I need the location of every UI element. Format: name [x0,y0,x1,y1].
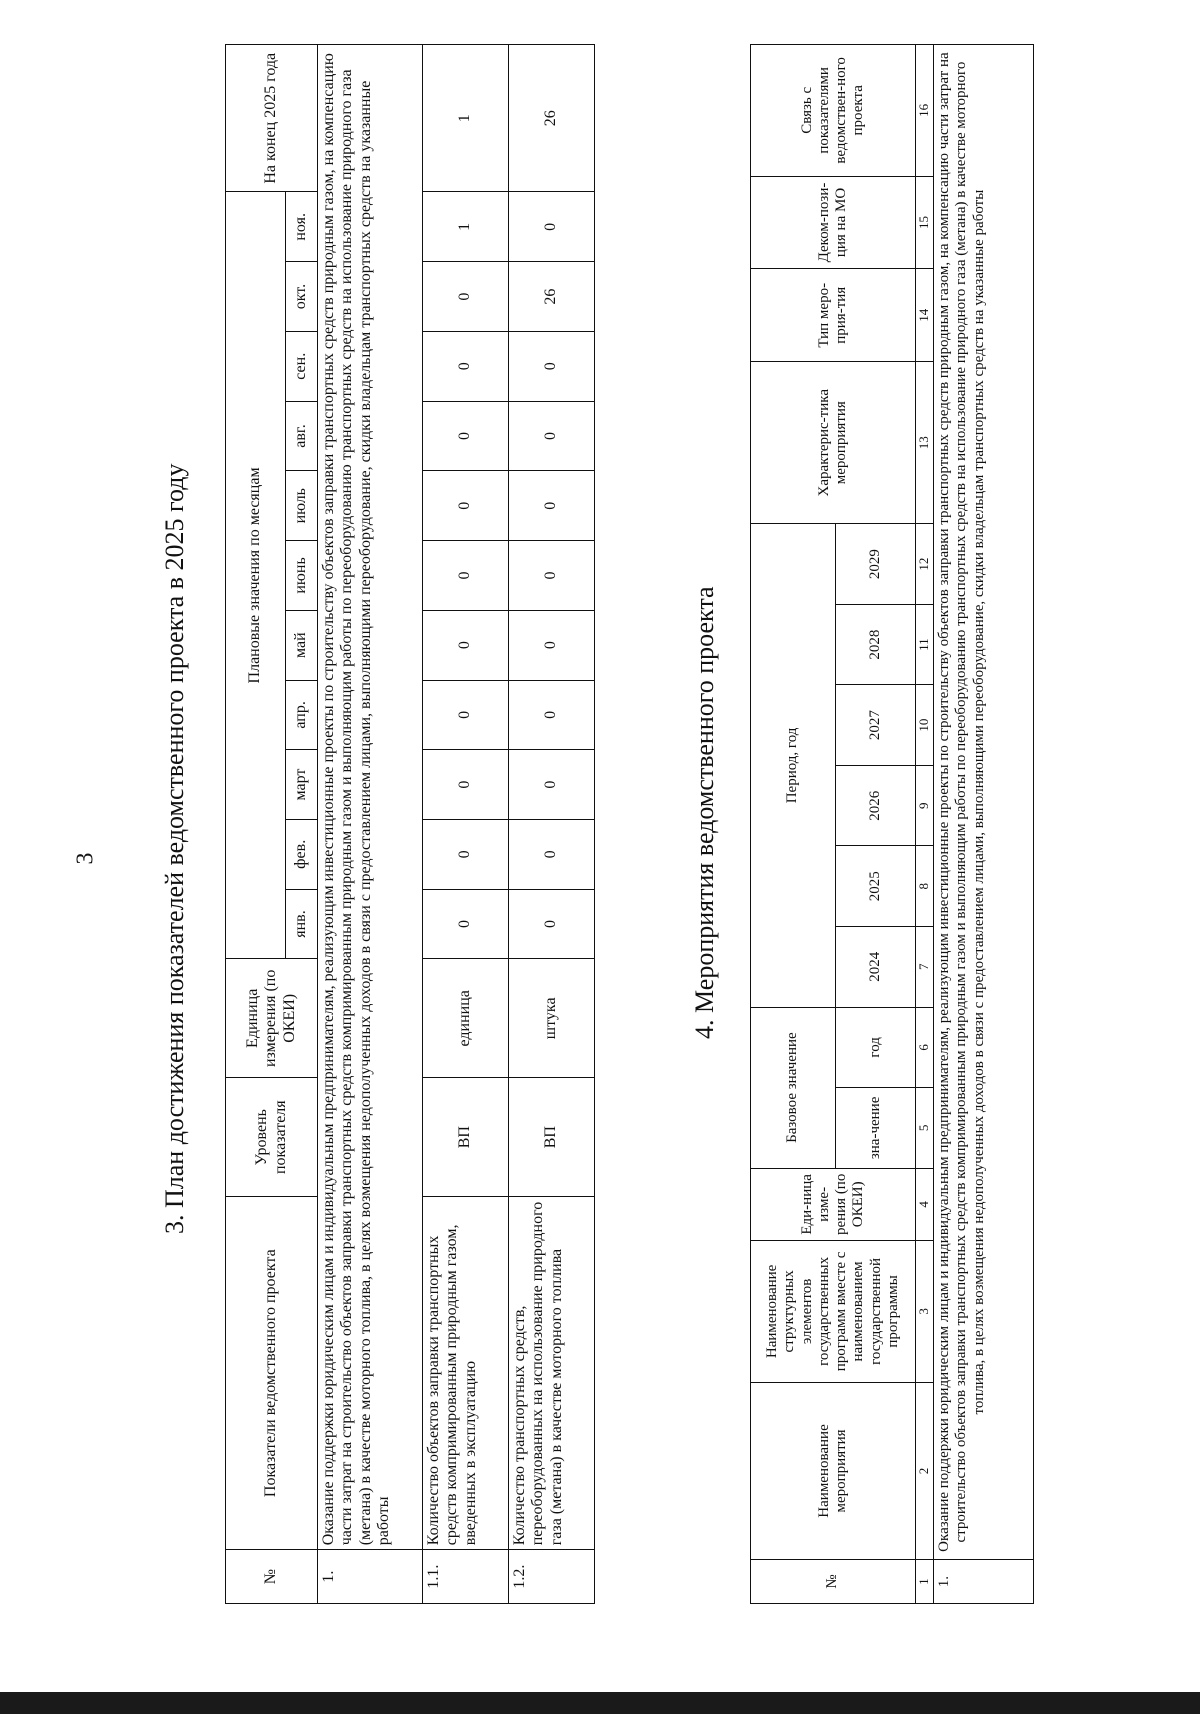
month-may: май [286,610,318,680]
s4-header-decomp: Деком-пози-ция на МО [751,176,916,269]
task-row-text: Оказание поддержки юридическим лицам и индивидуальным предпринимателям, реализующим инвестиционные проекты по строительству объектов заправки транспортных средств природным газом, на компенсацию части затрат на строительство объектов заправки транспортных средств компримированным природным газом и выполняющим работы по переоборудованию транспортных средств на использование природного газа (метана) в качестве моторного топлива, в целях возмещения недополученных доходов в связи с предоставлением лицами, выполняющими переоборудование, скидки владельцам транспортных средств на указанные работы [318,45,423,1550]
row-1-2-value: 0 [509,750,595,820]
row-1-2-end-year: 26 [509,45,595,192]
s4-year-2026: 2026 [836,765,916,846]
row-1-2-level: ВП [509,1078,595,1197]
month-feb: фев. [286,819,318,889]
col-number: 3 [916,1241,934,1383]
s4-year-2028: 2028 [836,604,916,685]
row-1-2-value: 0 [509,192,595,262]
col-number: 1 [916,1560,934,1604]
month-apr: апр. [286,680,318,750]
row-1-2-value: 0 [509,541,595,611]
scan-edge [0,1692,1200,1714]
row-1-2-value: 0 [509,471,595,541]
task-row-num: 1. [318,1550,423,1604]
row-1-1-value: 0 [423,680,509,750]
row-1-2-indicator: Количество транспортных средств, переоборудованных на использование природного газа (метана) в качестве моторного топлива [509,1197,595,1550]
row-1-1-value: 0 [423,262,509,332]
col-number: 4 [916,1168,934,1240]
s4-header-struct: Наименование структурных элементов государственных программ вместе с наименованием государственной программы [751,1241,916,1383]
s4-header-base-value: зна-чение [836,1088,916,1169]
col-number: 10 [916,685,934,766]
col-number: 12 [916,524,934,605]
month-mar: март [286,750,318,820]
header-level: Уровень показателя [226,1078,318,1197]
month-oct: окт. [286,262,318,332]
row-1-1-level: ВП [423,1078,509,1197]
row-1-1-value: 0 [423,889,509,959]
header-end-year: На конец 2025 года [226,45,318,192]
row-1-1-value: 0 [423,819,509,889]
row-1-1-end-year: 1 [423,45,509,192]
s4-header-num: № [751,1560,916,1604]
row-1-1-indicator: Количество объектов заправки транспортных средств компримированным природным газом, введенных в эксплуатацию [423,1197,509,1550]
s4-header-characteristic: Характерис-тика мероприятия [751,362,916,524]
col-number: 15 [916,176,934,269]
row-1-1-value: 0 [423,541,509,611]
s4-header-type: Тип меро-прия-тия [751,269,916,362]
header-monthly: Плановые значения по месяцам [226,192,286,959]
s4-year-2024: 2024 [836,927,916,1008]
col-number: 8 [916,846,934,927]
row-1-1-value: 0 [423,610,509,680]
header-unit: Единица измерения (по ОКЕИ) [226,959,318,1078]
row-1-2-num: 1.2. [509,1550,595,1604]
section3-table [225,44,595,1604]
col-number: 16 [916,45,934,177]
month-jul: июль [286,471,318,541]
row-1-2-value: 0 [509,819,595,889]
row-1-1-value: 0 [423,471,509,541]
month-jun: июнь [286,541,318,611]
s4-header-link: Связь с показателями ведомствен-ного проекта [751,45,916,177]
s4-header-base-year: год [836,1007,916,1088]
section3-title: 3. План достижения показателей ведомственного проекта в 2025 году [160,463,189,1234]
col-number: 7 [916,927,934,1008]
row-1-2-value: 0 [509,331,595,401]
s4-task-text: Оказание поддержки юридическим лицам и индивидуальным предпринимателям, реализующим инвестиционные проекты по строительству объектов заправки транспортных средств природным газом, на компенсацию части затрат на строительство объектов заправки транспортных средств компримированным природным газом и выполняющим работы по переоборудованию транспортных средств на использование природного газа (метана) в качестве моторного топлива, в целях возмещения недополученных доходов в связи с предоставлением лицами, выполняющими переоборудование, скидки владельцам транспортных средств на указанные работы [934,45,1034,1560]
s4-task-num: 1. [934,1560,1034,1604]
row-1-2-unit: штука [509,959,595,1078]
header-indicator: Показатели ведомственного проекта [226,1197,318,1550]
row-1-2-value: 0 [509,610,595,680]
page-number: 3 [72,852,99,865]
s4-year-2025: 2025 [836,846,916,927]
row-1-2-value: 0 [509,889,595,959]
section4-title: 4. Мероприятия ведомственного проекта [690,586,719,1039]
row-1-1-num: 1.1. [423,1550,509,1604]
s4-header-name: Наименование мероприятия [751,1382,916,1559]
s4-year-2027: 2027 [836,685,916,766]
row-1-1-value: 0 [423,331,509,401]
s4-year-2029: 2029 [836,524,916,605]
row-1-2-value: 26 [509,262,595,332]
s4-header-period: Период, год [751,524,836,1007]
row-1-2-value: 0 [509,680,595,750]
section4-table [750,44,1034,1604]
col-number: 14 [916,269,934,362]
row-1-1-value: 0 [423,750,509,820]
row-1-2-value: 0 [509,401,595,471]
month-jan: янв. [286,889,318,959]
col-number: 9 [916,765,934,846]
month-aug: авг. [286,401,318,471]
col-number: 11 [916,604,934,685]
col-number: 2 [916,1382,934,1559]
row-1-1-unit: единица [423,959,509,1078]
s4-header-base: Базовое значение [751,1007,836,1168]
header-num: № [226,1550,318,1604]
col-number: 13 [916,362,934,524]
col-number: 5 [916,1088,934,1169]
row-1-1-value: 0 [423,401,509,471]
s4-header-unit: Еди-ница изме-рения (по ОКЕИ) [751,1168,916,1240]
month-sep: сен. [286,331,318,401]
col-number: 6 [916,1007,934,1088]
month-nov: ноя. [286,192,318,262]
row-1-1-value: 1 [423,192,509,262]
